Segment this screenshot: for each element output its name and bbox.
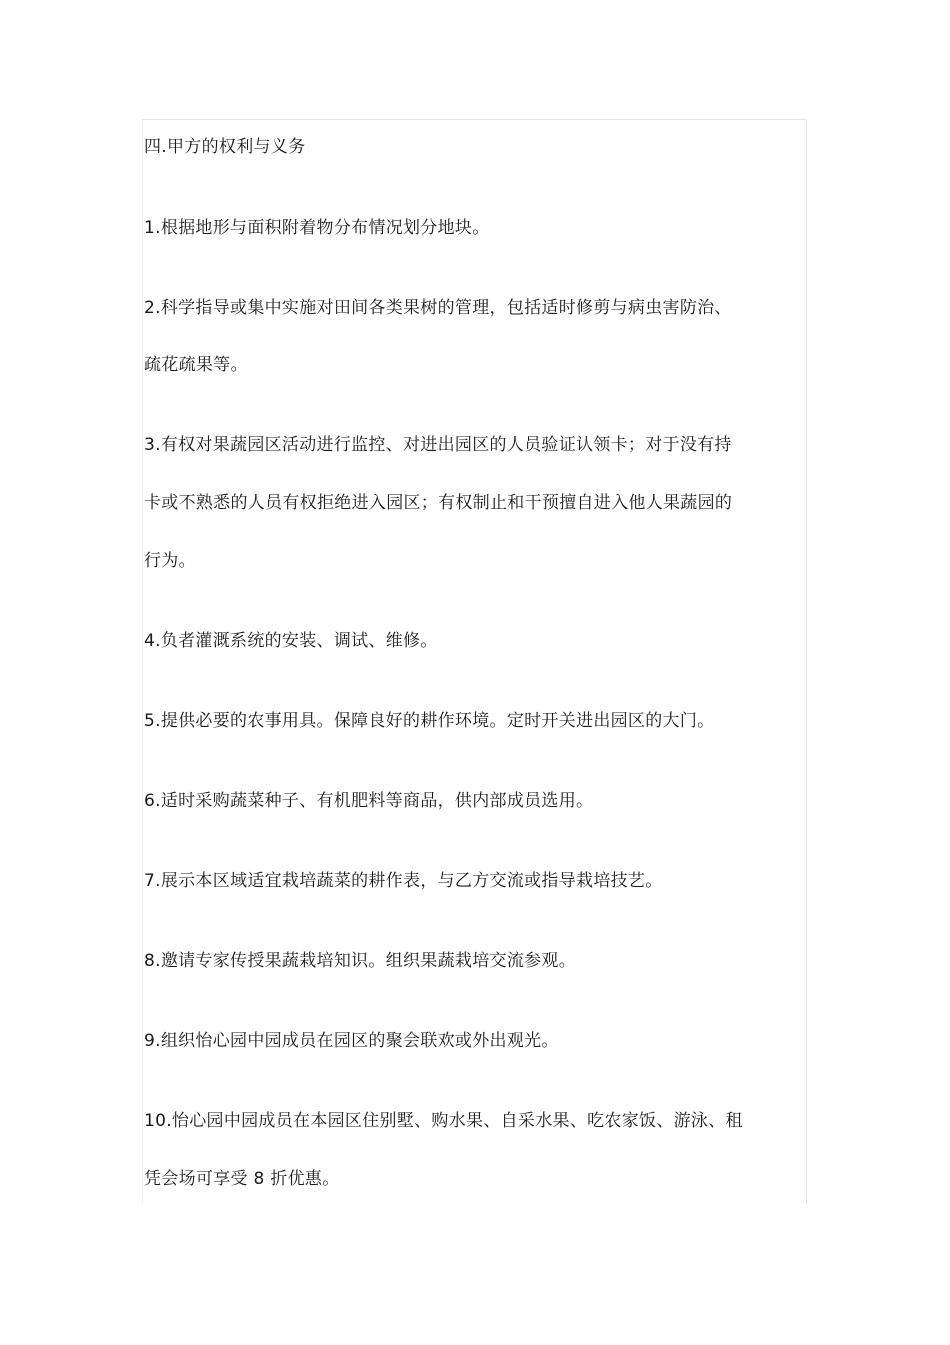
clause-7: 7.展示本区域适宜栽培蔬菜的耕作表，与乙方交流或指导栽培技艺。 <box>144 871 663 891</box>
clause-6: 6.适时采购蔬菜种子、有机肥料等商品，供内部成员选用。 <box>144 791 594 811</box>
section-heading: 四.甲方的权利与义务 <box>144 137 306 157</box>
clause-3-line-3: 行为。 <box>144 551 196 571</box>
clause-3-line-2: 卡或不熟悉的人员有权拒绝进入园区；有权制止和干预擅自进入他人果蔬园的 <box>144 493 733 513</box>
clause-4: 4.负者灌溉系统的安装、调试、维修。 <box>144 631 438 651</box>
clause-8: 8.邀请专家传授果蔬栽培知识。组织果蔬栽培交流参观。 <box>144 951 577 971</box>
clause-9: 9.组织怡心园中园成员在园区的聚会联欢或外出观光。 <box>144 1031 559 1051</box>
clause-5: 5.提供必要的农事用具。保障良好的耕作环境。定时开关进出园区的大门。 <box>144 711 715 731</box>
clause-1: 1.根据地形与面积附着物分布情况划分地块。 <box>144 218 490 238</box>
clause-10-line-1: 10.怡心园中园成员在本园区住别墅、购水果、自采水果、吃农家饭、游泳、租 <box>144 1111 743 1131</box>
clause-2-line-1: 2.科学指导或集中实施对田间各类果树的管理，包括适时修剪与病虫害防治、 <box>144 298 732 318</box>
clause-3-line-1: 3.有权对果蔬园区活动进行监控、对进出园区的人员验证认领卡；对于没有持 <box>144 435 732 455</box>
clause-2-line-2: 疏花疏果等。 <box>144 355 248 375</box>
clause-10-line-2: 凭会场可享受 8 折优惠。 <box>144 1169 340 1189</box>
